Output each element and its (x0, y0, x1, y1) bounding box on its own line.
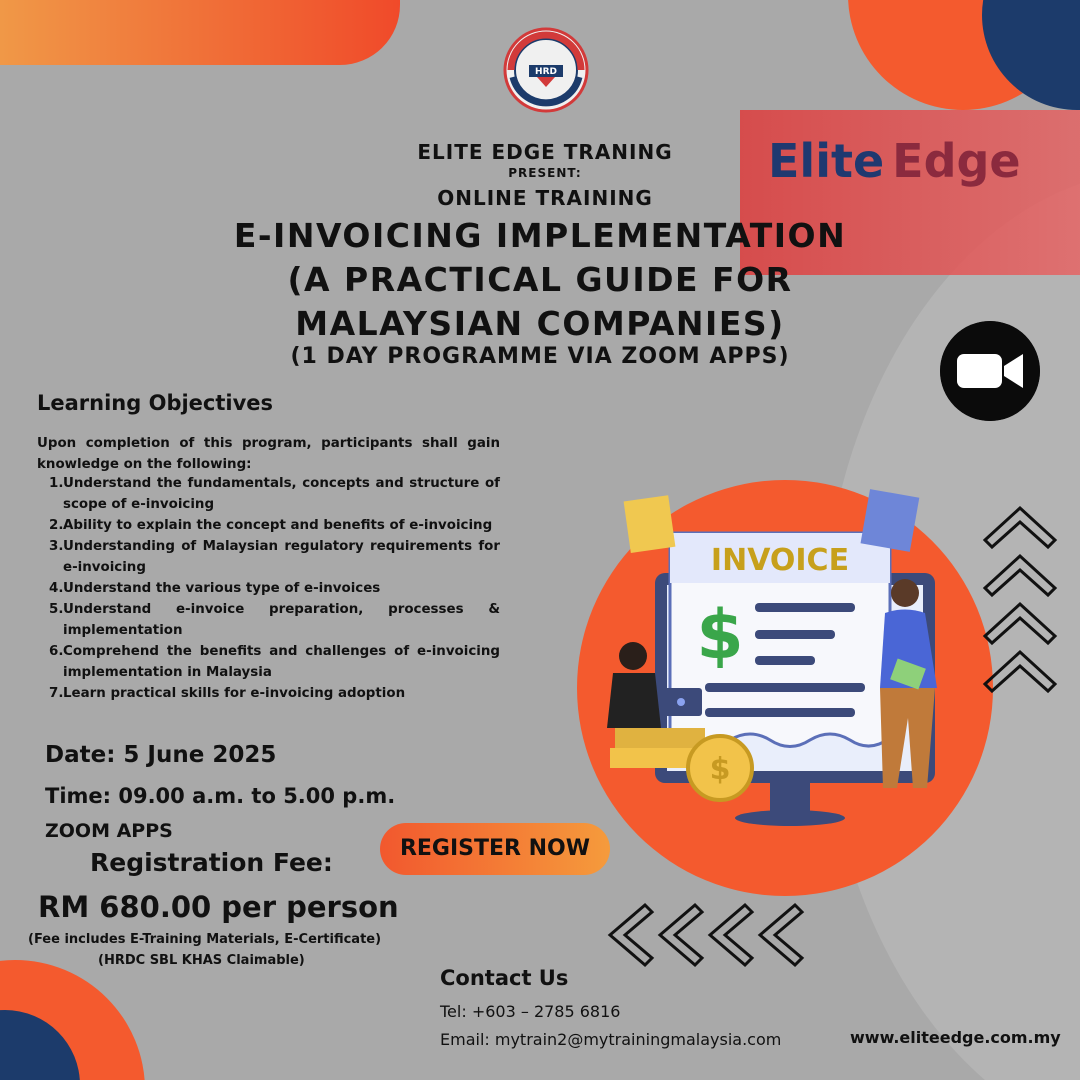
fee-label: Registration Fee: (90, 848, 333, 877)
contact-title: Contact Us (440, 966, 569, 990)
contact-phone: Tel: +603 – 2785 6816 (440, 1002, 621, 1021)
list-item: 3. Understanding of Malaysian regulatory requirements for e-invoicing (49, 539, 500, 575)
title-line-2: (A PRACTICAL GUIDE FOR (287, 260, 793, 299)
list-item: 2. Ability to explain the concept and benefits of e-invoicing (49, 518, 493, 533)
event-date: Date: 5 June 2025 (45, 742, 277, 768)
title-line-4: (1 DAY PROGRAMME VIA ZOOM APPS) (290, 344, 790, 369)
heading-organizer: ELITE EDGE TRANING (417, 140, 673, 164)
dollar-sign: $ (696, 596, 744, 675)
list-item: 7. Learn practical skills for e-invoicing adoption (49, 686, 406, 701)
objectives-list (37, 473, 500, 704)
list-item: 5. Understand e-invoice preparation, processes & implementation (49, 602, 500, 638)
invoice-illustration-icon (575, 478, 995, 898)
decor-top-left-pill (0, 0, 400, 65)
brand-word-elite: Elite (768, 134, 885, 188)
brand-word-edge: Edge (892, 134, 1021, 188)
fee-note-materials: (Fee includes E-Training Materials, E-Certificate) (28, 932, 382, 947)
fee-note-claimable: (HRDC SBL KHAS Claimable) (98, 953, 305, 968)
objectives-title: Learning Objectives (37, 391, 274, 415)
heading-present: PRESENT: (508, 166, 582, 180)
website-link[interactable]: www.eliteedge.com.my (850, 1028, 1061, 1047)
contact-email: Email: mytrain2@mytrainingmalaysia.com (440, 1030, 782, 1049)
svg-text:HRD: HRD (535, 67, 557, 77)
event-time: Time: 09.00 a.m. to 5.00 p.m. (45, 784, 396, 808)
list-item: 6. Comprehend the benefits and challenges of e-invoicing implementation in Malaysia (49, 644, 500, 680)
invoice-label: INVOICE (710, 543, 850, 578)
svg-text:$: $ (709, 752, 731, 787)
elite-edge-logo (768, 134, 1021, 188)
title-line-1: E-INVOICING IMPLEMENTATION (233, 216, 847, 255)
objectives-intro: Upon completion of this program, participants shall gain knowledge on the following: (37, 436, 500, 472)
chevron-up-icon (980, 500, 1060, 700)
chevron-left-icon (605, 900, 815, 970)
fee-amount: RM 680.00 per person (38, 890, 399, 924)
video-camera-icon (940, 321, 1040, 421)
list-item: 1. Understand the fundamentals, concepts and structure of scope of e-invoicing (49, 476, 500, 512)
list-item: 4. Understand the various type of e-invoices (49, 581, 381, 596)
register-now-button[interactable]: REGISTER NOW (380, 823, 610, 875)
event-platform: ZOOM APPS (45, 820, 173, 842)
title-line-3: MALAYSIAN COMPANIES) (295, 304, 785, 343)
heading-online-training: ONLINE TRAINING (437, 186, 653, 210)
hrd-corp-badge-icon (503, 27, 589, 113)
